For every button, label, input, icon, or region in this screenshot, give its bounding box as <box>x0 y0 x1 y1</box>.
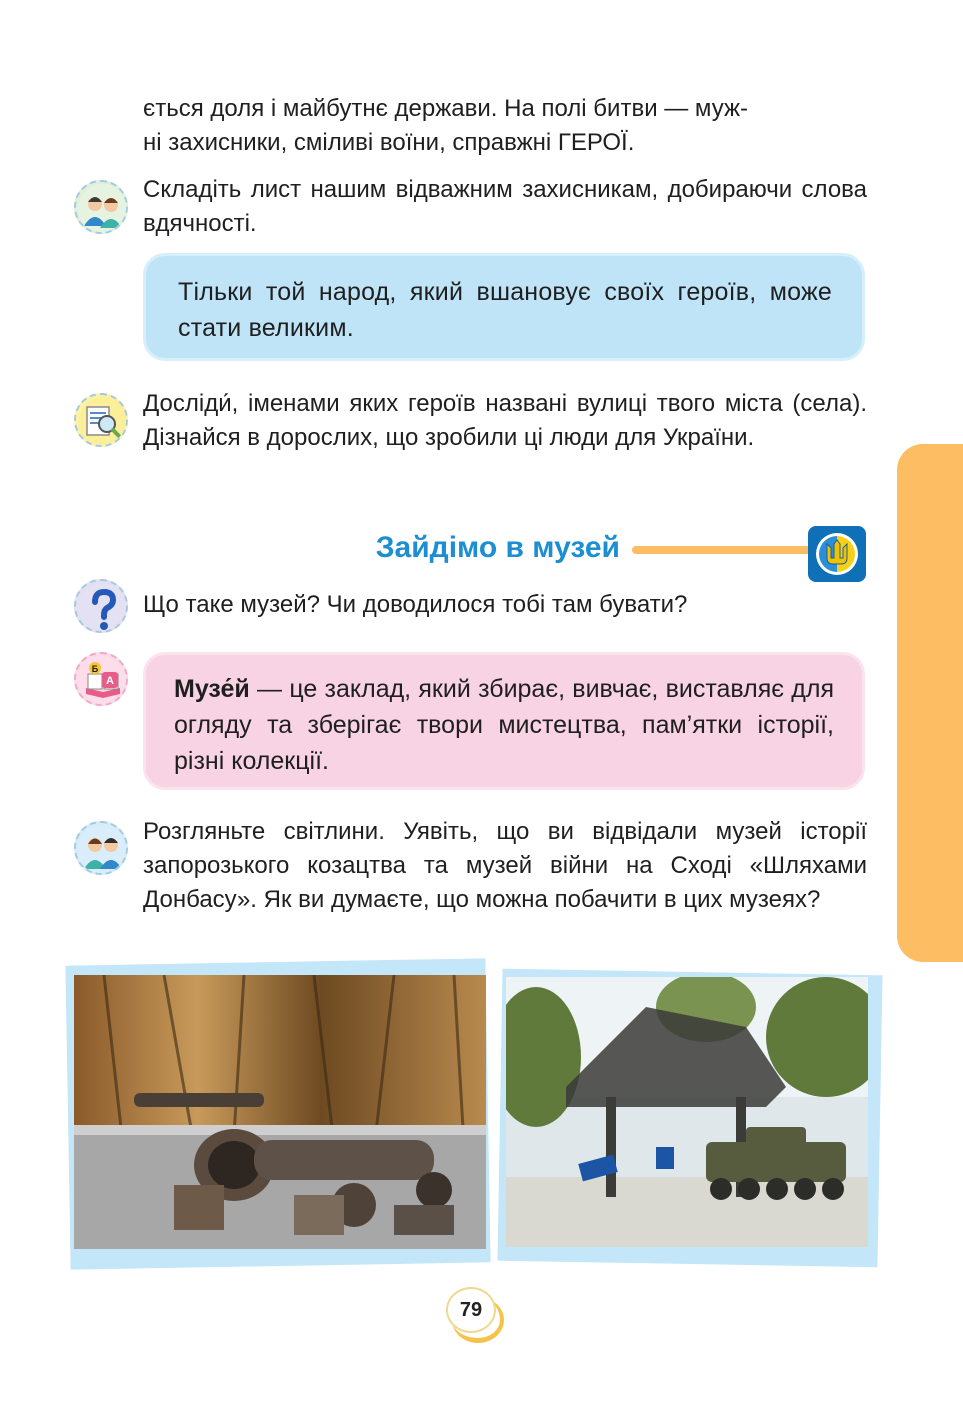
trident-emblem-icon <box>808 526 866 582</box>
intro-line-1: ється доля і майбутнє держави. На полі битви — муж- <box>143 95 749 122</box>
definition-text: — це заклад, який збирає, вивчає, виставляє для огляду та зберігає твори мистецтва, пам’ятки історії, різні колекції. <box>174 675 834 775</box>
two-people-icon <box>74 180 128 234</box>
page-number: 79 <box>446 1287 496 1333</box>
cannons-museum-photo <box>74 975 486 1249</box>
definition-term: Музе́й <box>174 675 250 703</box>
task2-text: Досліди́, іменами яких героїв названі вулиці твого міста (села). Дізнайся в дорослих, що зробили ці люди для України. <box>143 390 867 451</box>
task1-text: Складіть лист нашим відважним захисникам, добираючи слова вдячності. <box>143 176 867 237</box>
magnifier-document-icon <box>74 393 128 447</box>
definition-box <box>143 652 865 790</box>
quote-box <box>143 253 865 361</box>
dictionary-book-icon <box>74 652 128 706</box>
pair-of-children-icon <box>74 821 128 875</box>
quote-text: Тільки той народ, який вшановує своїх героїв, може стати великим. <box>178 278 832 342</box>
question-text: Що таке музей? Чи доводилося тобі там бувати? <box>143 591 688 618</box>
question-mark-icon <box>74 579 128 633</box>
task3-text: Розгляньте світлини. Уявіть, що ви відвідали музей історії запорозького козацтва та музей війни на Сході «Шляхами Донбасу». Як ви думаєте, що можна побачити в цих музеях? <box>143 818 867 913</box>
dictionary-letter-a: А <box>106 675 114 687</box>
side-tab <box>897 444 963 962</box>
section-title: Зайдімо в музей <box>375 531 620 564</box>
intro-line-2: ні захисники, сміливі воїни, справжні ГЕРОЇ. <box>143 129 635 156</box>
war-museum-photo <box>506 977 868 1247</box>
definition-paragraph <box>174 671 834 779</box>
section-title-line <box>632 546 812 554</box>
dictionary-letter-b: Б <box>91 664 99 674</box>
